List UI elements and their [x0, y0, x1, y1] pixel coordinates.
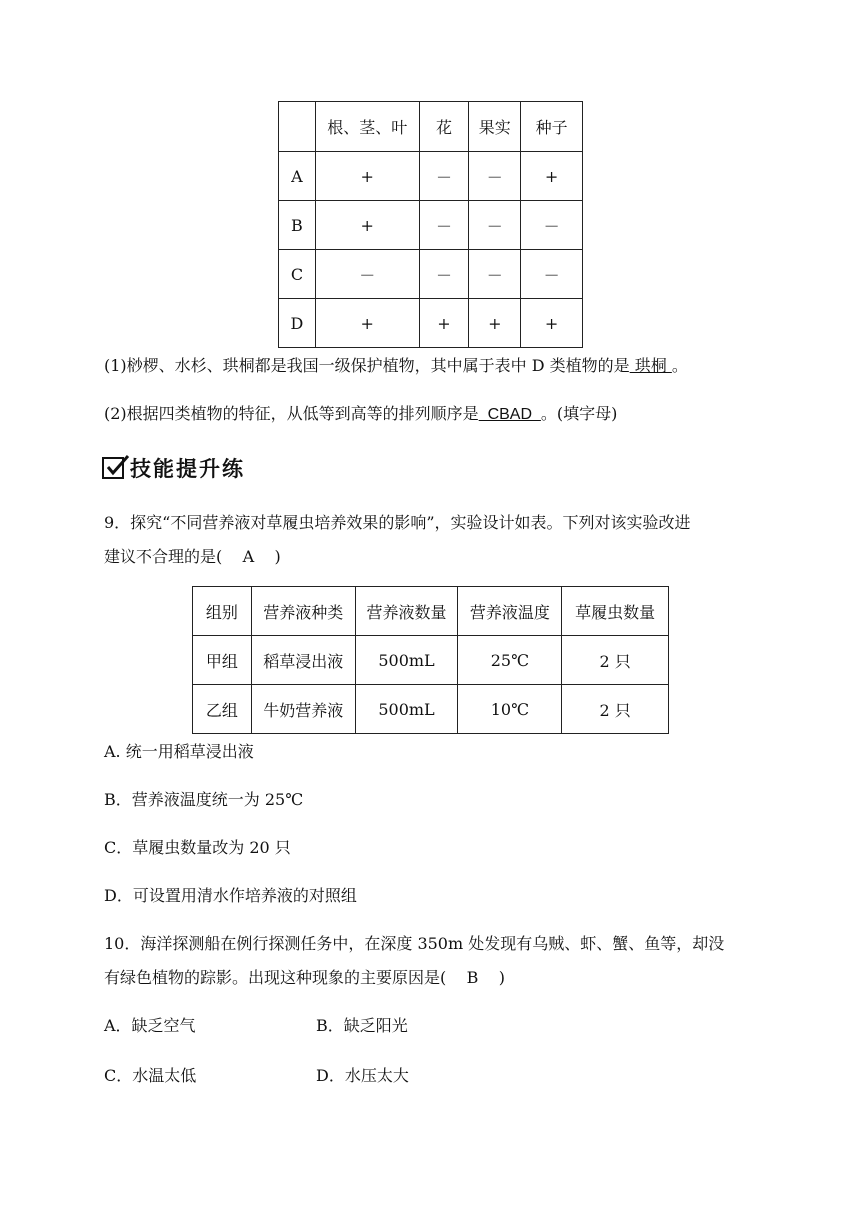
header-cell: 营养液种类 — [251, 587, 355, 636]
table-cell: 2 只 — [562, 636, 669, 685]
row-label: D — [279, 299, 316, 348]
q10-option-a: A．缺乏空气 — [104, 1016, 196, 1035]
table-cell: － — [469, 250, 521, 299]
table-cell: － — [315, 250, 419, 299]
header-cell: 果实 — [469, 102, 521, 152]
q8-part2 — [104, 404, 617, 425]
table-cell: 甲组 — [193, 636, 252, 685]
table-cell: － — [469, 152, 521, 201]
table-cell: － — [469, 201, 521, 250]
header-cell: 草履虫数量 — [562, 587, 669, 636]
table-cell: 牛奶营养液 — [251, 685, 355, 734]
table-row — [279, 250, 583, 299]
table-row — [193, 636, 669, 685]
table-cell: 500mL — [355, 685, 458, 734]
header-cell: 营养液数量 — [355, 587, 458, 636]
row-label: C — [279, 250, 316, 299]
q8-part1 — [104, 356, 688, 376]
table-cell: 稻草浸出液 — [251, 636, 355, 685]
checkbox-icon — [102, 457, 124, 479]
table-row — [193, 685, 669, 734]
q10-stem-line2: 有绿色植物的踪影。出现这种现象的主要原因是( B ) — [104, 968, 505, 987]
section-title: 技能提升练 — [130, 457, 245, 481]
table-header-row — [193, 587, 669, 636]
table-cell: + — [419, 299, 469, 348]
q10-option-c: C．水温太低 — [104, 1066, 197, 1085]
q9-stem-line2: 建议不合理的是( A ) — [104, 547, 281, 566]
table-cell: 25℃ — [458, 636, 562, 685]
table-cell: － — [419, 250, 469, 299]
table-cell: 2 只 — [562, 685, 669, 734]
table-cell: + — [521, 152, 583, 201]
header-cell: 组别 — [193, 587, 252, 636]
plant-feature-table — [278, 101, 583, 348]
table-row — [279, 152, 583, 201]
q8-part1-answer: 珙桐 — [629, 356, 672, 375]
table-row — [279, 299, 583, 348]
q9-option-a: A. 统一用稻草浸出液 — [104, 742, 254, 761]
table-row — [279, 201, 583, 250]
q8-part2-answer: CBAD — [478, 406, 541, 423]
table-header-row — [279, 102, 583, 152]
table-cell: + — [315, 152, 419, 201]
q8-part1-text: (1)桫椤、水杉、珙桐都是我国一级保护植物，其中属于表中 D 类植物的是 — [104, 356, 630, 375]
header-cell: 营养液温度 — [458, 587, 562, 636]
q8-part2-text: (2)根据四类植物的特征，从低等到高等的排列顺序是 — [104, 404, 479, 423]
header-cell: 花 — [419, 102, 469, 152]
q9-option-c: C．草履虫数量改为 20 只 — [104, 838, 291, 857]
q9-stem-line1: 9．探究“不同营养液对草履虫培养效果的影响”，实验设计如表。下列对该实验改进 — [104, 513, 691, 532]
table-cell: 500mL — [355, 636, 458, 685]
q10-option-b: B．缺乏阳光 — [316, 1016, 408, 1035]
q10-stem-line1: 10．海洋探测船在例行探测任务中，在深度 350m 处发现有乌贼、虾、蟹、鱼等，却没 — [104, 934, 725, 953]
section-heading — [102, 452, 245, 484]
table-cell: － — [419, 201, 469, 250]
q9-option-b: B．营养液温度统一为 25℃ — [104, 790, 304, 809]
table-cell: － — [521, 250, 583, 299]
row-label: B — [279, 201, 316, 250]
table-cell: － — [521, 201, 583, 250]
table-cell: + — [521, 299, 583, 348]
table-cell: + — [315, 299, 419, 348]
row-label: A — [279, 152, 316, 201]
q8-part1-suffix: 。 — [671, 356, 688, 375]
table-cell: － — [419, 152, 469, 201]
q8-part2-suffix: 。(填字母) — [540, 404, 618, 423]
q10-option-d: D．水压太大 — [316, 1066, 409, 1085]
table-cell: 10℃ — [458, 685, 562, 734]
table-cell: + — [469, 299, 521, 348]
table-cell: 乙组 — [193, 685, 252, 734]
experiment-table — [192, 586, 669, 734]
header-cell — [279, 102, 316, 152]
q9-option-d: D．可设置用清水作培养液的对照组 — [104, 886, 357, 905]
header-cell: 种子 — [521, 102, 583, 152]
header-cell: 根、茎、叶 — [315, 102, 419, 152]
table-cell: + — [315, 201, 419, 250]
